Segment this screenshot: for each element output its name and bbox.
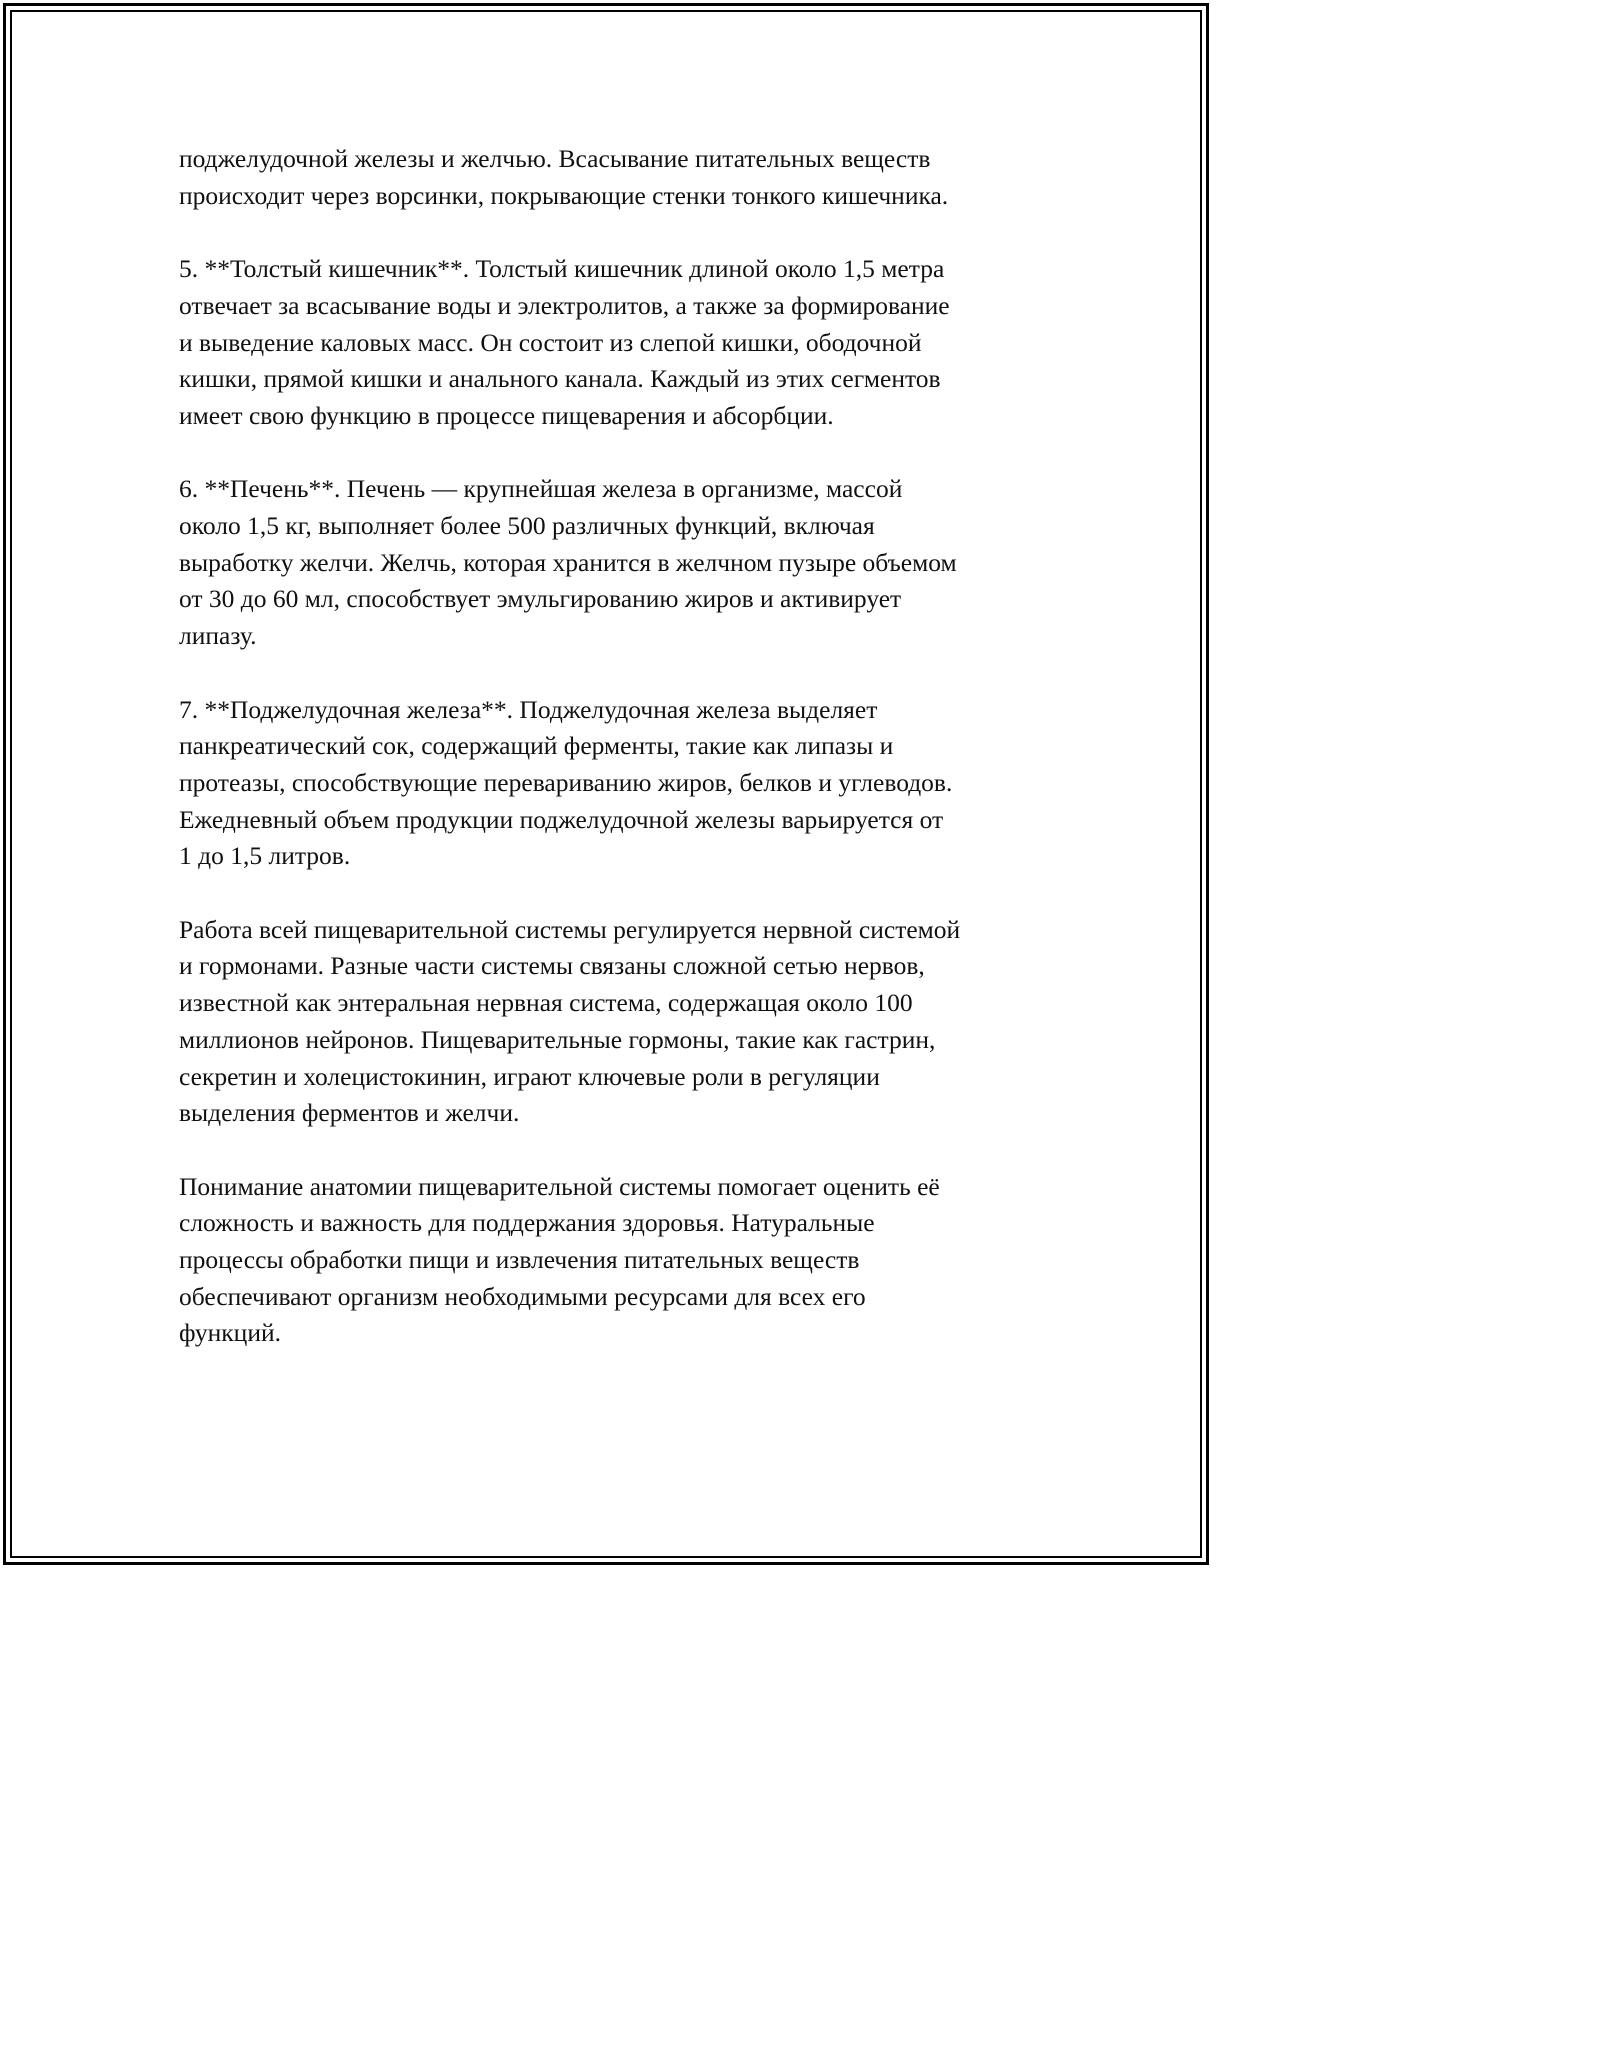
text-line: обеспечивают организм необходимыми ресурсами для всех его <box>179 1281 866 1311</box>
text-line: известной как энтеральная нервная система, содержащая около 100 <box>179 988 913 1018</box>
text-line: 6. **Печень**. Печень — крупнейшая железа в организме, массой <box>179 474 903 504</box>
text-line: кишки, прямой кишки и анального канала. Каждый из этих сегментов <box>179 364 941 394</box>
text-line: сложность и важность для поддержания здоровья. Натуральные <box>179 1208 875 1238</box>
text-line: 1 до 1,5 литров. <box>179 841 351 871</box>
text-line: процессы обработки пищи и извлечения питательных веществ <box>179 1245 860 1275</box>
paragraph-small-intestine-continued <box>179 141 1059 214</box>
text-line: функций. <box>179 1318 281 1348</box>
text-line: и выведение каловых масс. Он состоит из слепой кишки, ободочной <box>179 327 922 357</box>
paragraph-liver <box>179 471 1059 655</box>
text-line: отвечает за всасывание воды и электролитов, а также за формирование <box>179 290 950 320</box>
paragraph-large-intestine <box>179 251 1059 435</box>
text-line: имеет свою функцию в процессе пищеварения и абсорбции. <box>179 400 834 430</box>
text-line: Понимание анатомии пищеварительной системы помогает оценить её <box>179 1171 940 1201</box>
document-body <box>179 141 1059 1389</box>
text-line: и гормонами. Разные части системы связаны сложной сетью нервов, <box>179 951 925 981</box>
text-line: секретин и холецистокинин, играют ключевые роли в регуляции <box>179 1061 880 1091</box>
paragraph-pancreas <box>179 692 1059 876</box>
text-line: около 1,5 кг, выполняет более 500 различных функций, включая <box>179 511 875 540</box>
text-line: Работа всей пищеварительной системы регулируется нервной системой <box>179 914 961 944</box>
paragraph-conclusion <box>179 1169 1059 1353</box>
text-line: панкреатический сок, содержащий ферменты, такие как липазы и <box>179 731 894 761</box>
text-line: происходит через ворсинки, покрывающие стенки тонкого кишечника. <box>179 180 949 210</box>
text-line: 5. **Толстый кишечник**. Толстый кишечник длиной около 1,5 метра <box>179 254 945 284</box>
text-line: поджелудочной железы и желчью. Всасывание питательных веществ <box>179 144 931 173</box>
text-line: от 30 до 60 мл, способствует эмульгированию жиров и активирует <box>179 584 902 614</box>
text-line: 7. **Поджелудочная железа**. Поджелудочная железа выделяет <box>179 694 878 724</box>
text-line: выделения ферментов и желчи. <box>179 1098 520 1128</box>
paragraph-regulation <box>179 912 1059 1132</box>
text-line: миллионов нейронов. Пищеварительные гормоны, такие как гастрин, <box>179 1024 936 1054</box>
text-line: протеазы, способствующие перевариванию жиров, белков и углеводов. <box>179 767 953 797</box>
text-line: Ежедневный объем продукции поджелудочной железы варьируется от <box>179 804 944 834</box>
text-line: выработку желчи. Желчь, которая хранится в желчном пузыре объемом <box>179 547 957 577</box>
text-line: липазу. <box>179 621 257 651</box>
